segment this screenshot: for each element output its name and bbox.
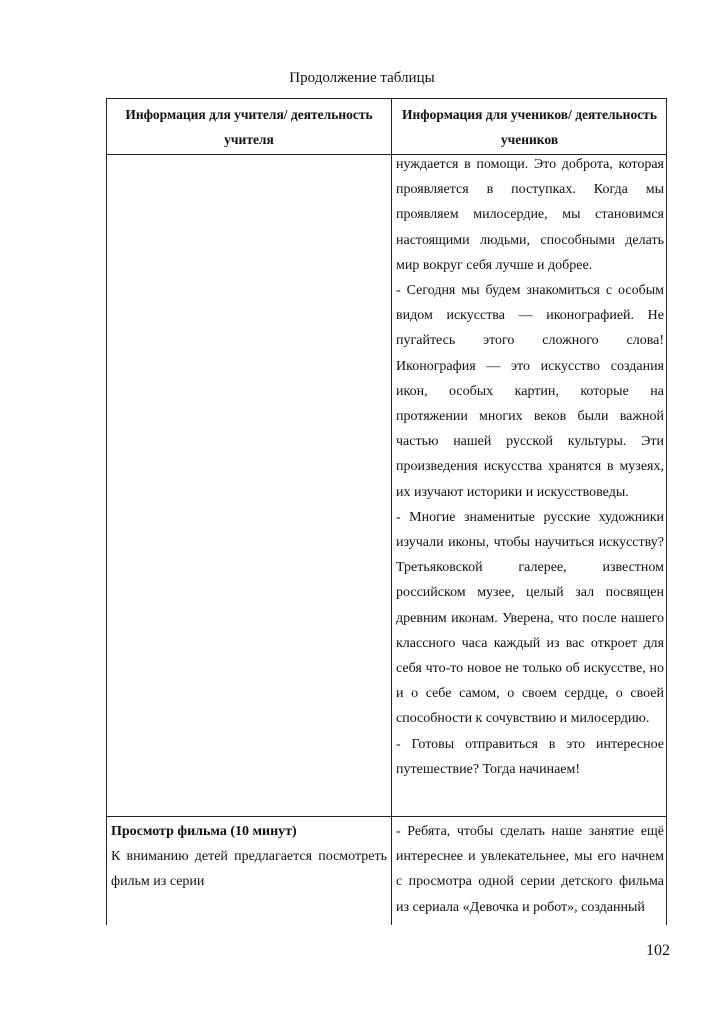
row-2-student-cell [396, 819, 664, 920]
page-number: 102 [646, 942, 670, 959]
column-divider [391, 99, 392, 925]
film-section-text: К вниманию детей предлагается посмотреть фильм из серии [111, 849, 387, 890]
paragraph-iconography: - Сегодня мы будем знакомиться с особым видом искусства — иконографией. Не пугайтесь этого сложного слова! Иконография — это искусство создания икон, особых картин, которые на протяжении многих веков были важной частью нашей русской культуры. Эти произведения искусства хранятся в музеях, их изучают историки и искусствоведы. [396, 283, 664, 500]
lesson-table [106, 98, 667, 925]
paragraph-film-intro: - Ребята, чтобы сделать наше занятие ещё интереснее и увлекательнее, мы его начнем с просмотра одной серии детского фильма из сериала «Девочка и робот», созданный [396, 824, 664, 915]
header-student-info: Информация для учеников/ деятельность учеников [402, 106, 657, 147]
row-2-teacher-cell [111, 819, 387, 895]
paragraph-journey: - Готовы отправиться в это интересное путешествие? Тогда начинаем! [396, 736, 664, 777]
row-1-border [107, 816, 666, 817]
paragraph-kindness: нуждается в помощи. Это доброта, которая проявляется в поступках. Когда мы проявляем милосердие, мы становимся настоящими людьми, способными делать мир вокруг себя лучше и добрее. [396, 157, 664, 273]
table-caption: Продолжение таблицы [289, 70, 435, 86]
header-teacher-info: Информация для учителя/ деятельность учителя [125, 106, 373, 147]
paragraph-artists: - Многие знаменитые русские художники изучали иконы, чтобы научиться искусству? Третьяковской галерее, известном российском музее, целый зал посвящен древним иконам. Уверена, что после нашего классного часа каждый из вас откроет для себя что-то новое не только об искусстве, но и о себе самом, о своем сердце, о своей способности к сочувствию и милосердию. [396, 509, 664, 727]
row-1-student-cell [396, 152, 664, 782]
film-section-title: Просмотр фильма (10 минут) [111, 824, 297, 839]
